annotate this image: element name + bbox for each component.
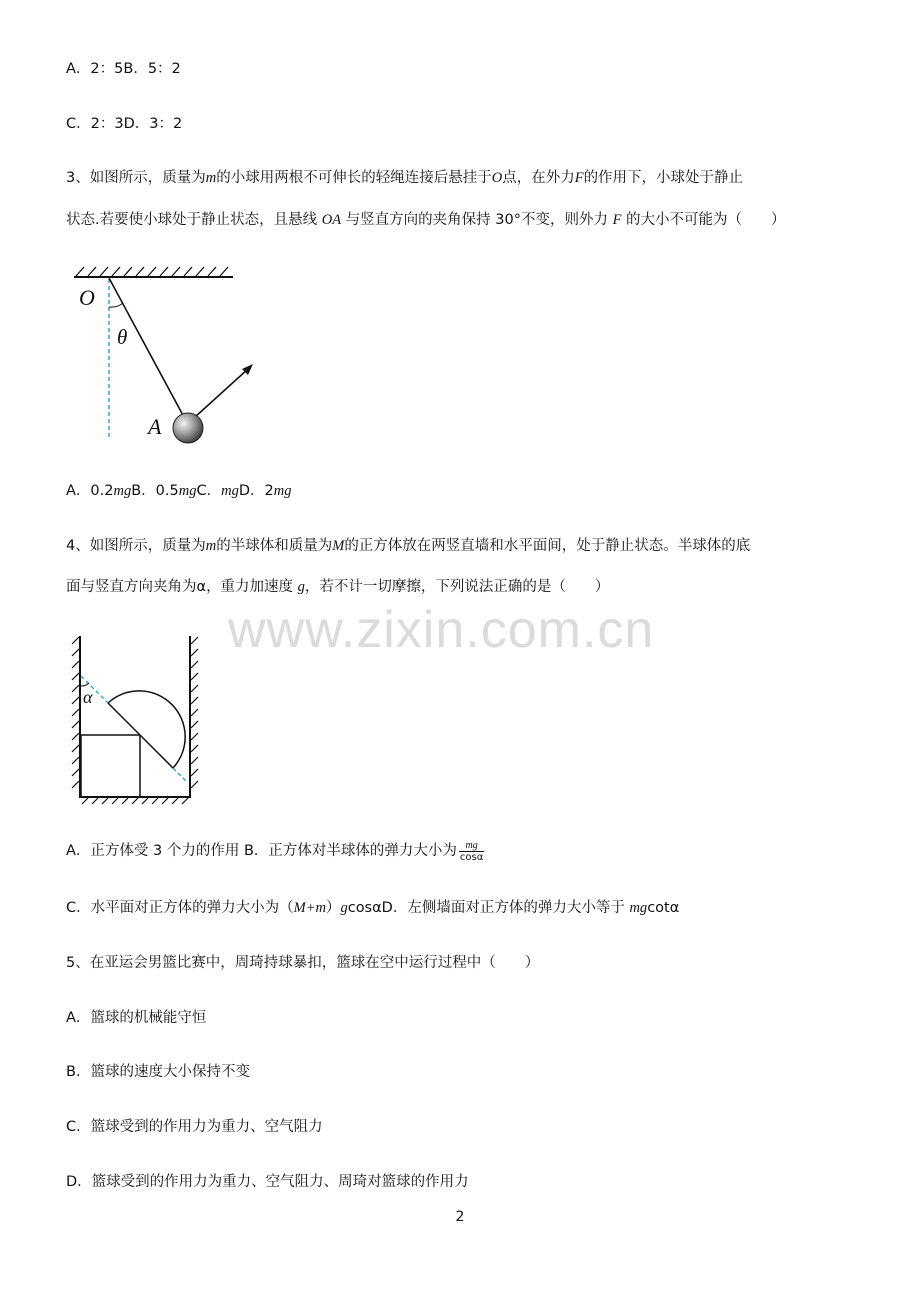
q5-option-c: C．篮球受到的作用力为重力、空气阻力 [66, 1119, 323, 1135]
q4-hemisphere-cube-figure [70, 634, 200, 804]
q4-options-ab: A．正方体受 3 个力的作用 B．正方体对半球体的弹力大小为 $\frac{mg}{\cos\alpha}$ [66, 839, 484, 863]
watermark: www.zixin.com.cn [228, 601, 655, 659]
q3-fig-label-theta: θ [117, 325, 128, 349]
q2-options-line1: A．2：5B．5：2 [66, 61, 181, 77]
page-number: 2 [455, 1209, 465, 1225]
q3-fig-label-a: A [148, 414, 162, 439]
q4-options-cd: C．水平面对正方体的弹力大小为（M+m）gcosαD．左侧墙面对正方体的弹力大小等于 mgcotα [66, 900, 680, 916]
q3-stem-line2: 状态.若要使小球处于静止状态，且悬线 OA 与竖直方向的夹角保持 30°不变，则外力 F 的大小不可能为（ ） [66, 212, 786, 228]
q5-option-d: D．篮球受到的作用力为重力、空气阻力、周琦对篮球的作用力 [66, 1174, 469, 1190]
q2-options-line2: C．2：3D．3：2 [66, 116, 183, 132]
q3-options: A．0.2mgB．0.5mgC．mgD．2mg [66, 483, 292, 499]
q3-fig-label-o: O [79, 285, 95, 310]
q4-stem-line1: 4、如图所示，质量为m的半球体和质量为M的正方体放在两竖直墙和水平面间，处于静止状态。半球体的底 [66, 538, 751, 554]
q5-stem: 5、在亚运会男篮比赛中，周琦持球暴扣，篮球在空中运行过程中（ ） [66, 955, 540, 971]
ball-icon [173, 413, 203, 443]
mg-over-cos-alpha-fraction: $\frac{mg}{\cos\alpha}$ [459, 839, 484, 863]
q4-stem-line2: 面与竖直方向夹角为α，重力加速度 g，若不计一切摩擦，下列说法正确的是（ ） [66, 579, 610, 595]
q3-stem-line1: 3、如图所示，质量为m的小球用两根不可伸长的轻绳连接后悬挂于O点，在外力F的作用下，小球处于静止 [66, 170, 744, 186]
q5-option-a: A．篮球的机械能守恒 [66, 1010, 207, 1026]
q5-option-b: B．篮球的速度大小保持不变 [66, 1064, 250, 1080]
q4-fig-label-alpha: α [83, 687, 93, 707]
q3-pendulum-figure [70, 262, 270, 452]
